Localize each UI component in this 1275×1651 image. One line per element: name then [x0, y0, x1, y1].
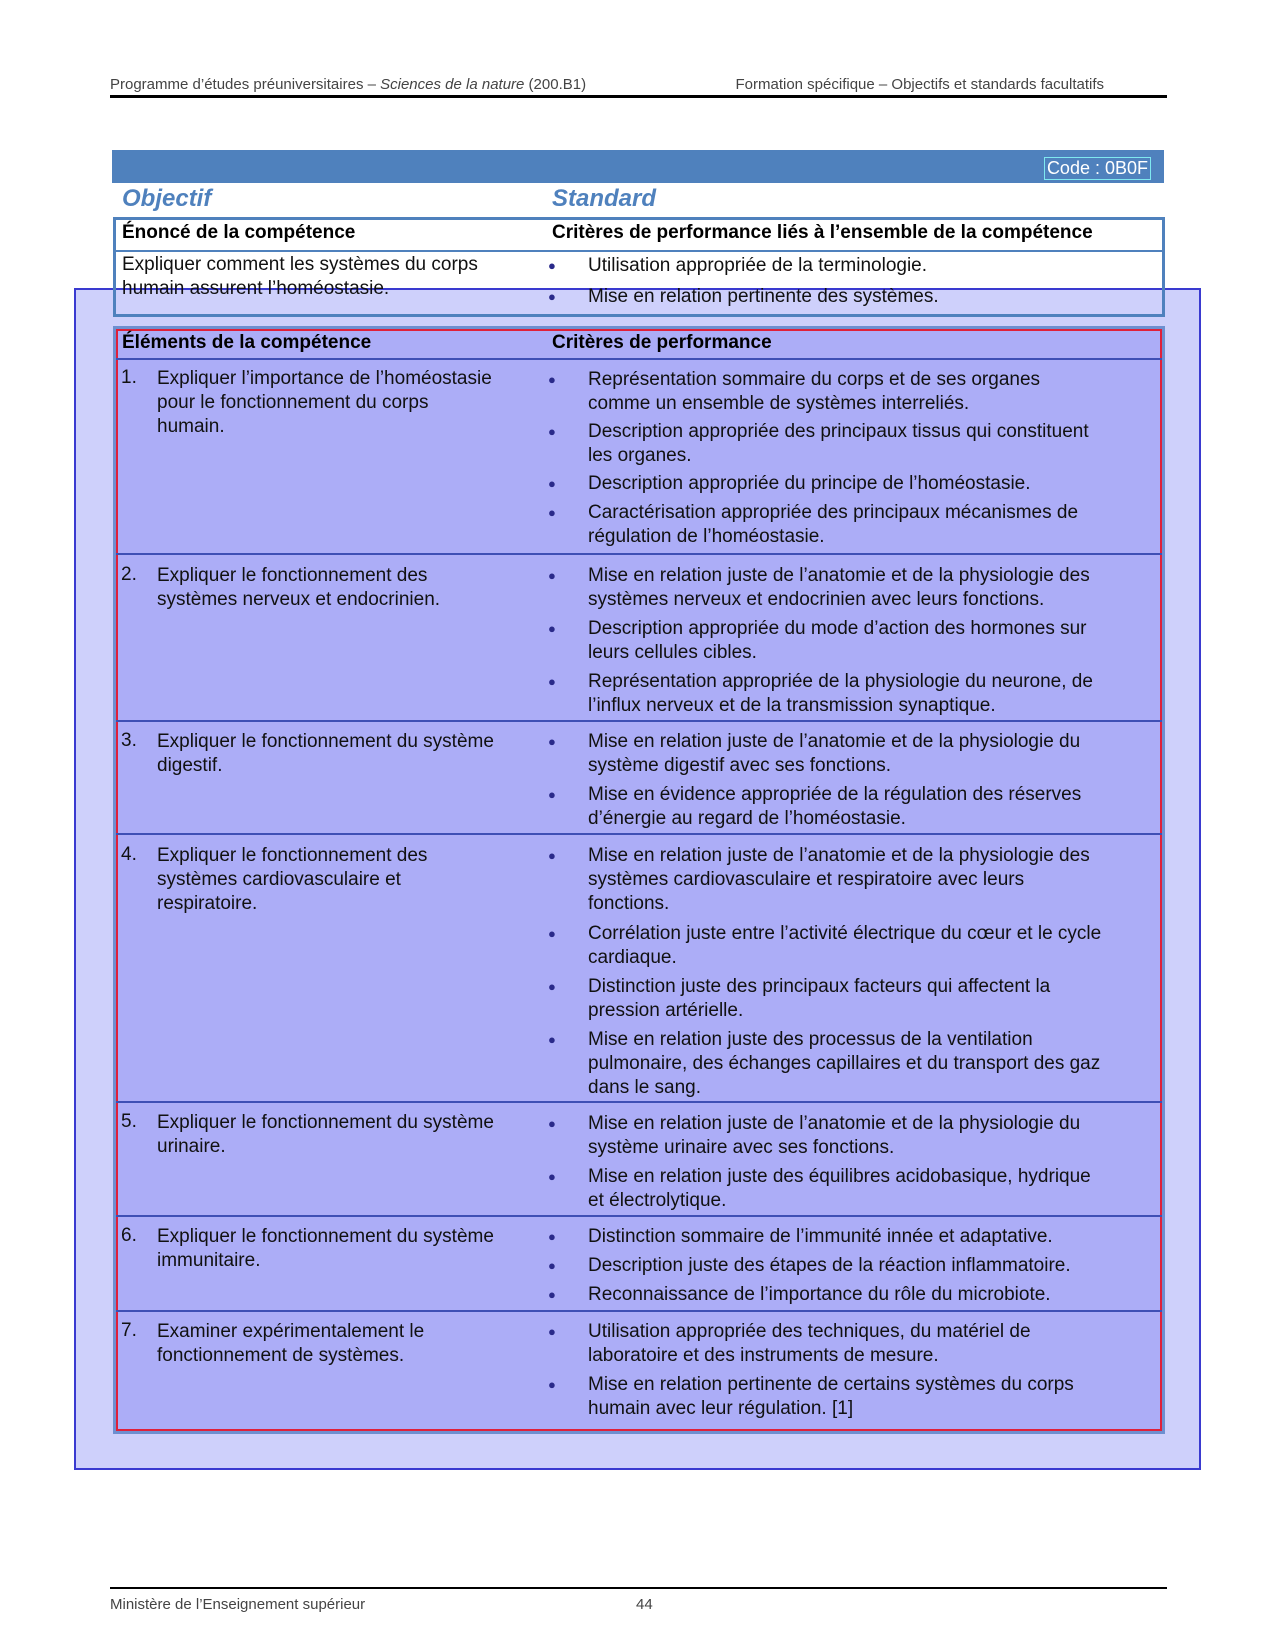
criterion-line: et électrolytique.	[588, 1190, 727, 1211]
criterion-line: Utilisation appropriée des techniques, du matériel de	[588, 1321, 1031, 1342]
code-bar	[112, 150, 1164, 183]
element-number: 3.	[121, 730, 137, 751]
enonce-line-1: Expliquer comment les systèmes du corps	[122, 254, 478, 275]
global-criterion: Utilisation appropriée de la terminologie.	[588, 255, 928, 276]
criterion-line: Mise en évidence appropriée de la régulation des réserves	[588, 784, 1082, 805]
bullet-icon: ●	[548, 372, 556, 387]
criterion-line: Description appropriée du mode d’action des hormones sur	[588, 618, 1087, 639]
row-divider	[116, 1310, 1162, 1312]
element-text-line: Examiner expérimentalement le	[157, 1321, 425, 1342]
bullet-icon: ●	[548, 926, 556, 941]
criterion-line: système digestif avec ses fonctions.	[588, 755, 892, 776]
element-text-line: fonctionnement de systèmes.	[157, 1345, 405, 1366]
criterion-line: dans le sang.	[588, 1077, 702, 1098]
course-code: Code : 0B0F	[1044, 157, 1151, 180]
bullet-icon: ●	[548, 258, 556, 273]
competence-head-divider	[116, 250, 1162, 252]
enonce-heading: Énoncé de la compétence	[122, 222, 356, 243]
element-text-line: Expliquer le fonctionnement du système	[157, 1112, 494, 1133]
criterion-line: Représentation sommaire du corps et de ses organes	[588, 369, 1041, 390]
bullet-icon: ●	[548, 1258, 556, 1273]
element-text-line: systèmes cardiovasculaire et	[157, 869, 401, 890]
element-text-line: immunitaire.	[157, 1250, 261, 1271]
criterion-line: Distinction juste des principaux facteurs qui affectent la	[588, 976, 1051, 997]
element-text-line: urinaire.	[157, 1136, 226, 1157]
element-text-line: Expliquer le fonctionnement des	[157, 565, 428, 586]
criterion-line: Mise en relation juste de l’anatomie et de la physiologie du	[588, 1113, 1081, 1134]
bullet-icon: ●	[548, 979, 556, 994]
criterion-line: l’influx nerveux et de la transmission synaptique.	[588, 695, 996, 716]
row-divider	[116, 358, 1162, 360]
bullet-icon: ●	[548, 289, 556, 304]
criterion-line: régulation de l’homéostasie.	[588, 526, 825, 547]
performance-heading: Critères de performance	[552, 332, 772, 353]
element-number: 5.	[121, 1111, 137, 1132]
criterion-line: d’énergie au regard de l’homéostasie.	[588, 808, 906, 829]
element-text-line: digestif.	[157, 755, 223, 776]
running-header-right: Formation spécifique – Objectifs et standards facultatifs	[735, 76, 1104, 93]
criterion-line: Mise en relation pertinente de certains systèmes du corps	[588, 1374, 1074, 1395]
criterion-line: pulmonaire, des échanges capillaires et du transport des gaz	[588, 1053, 1101, 1074]
header-rule	[110, 95, 1167, 98]
bullet-icon: ●	[548, 1116, 556, 1131]
criterion-line: système urinaire avec ses fonctions.	[588, 1137, 895, 1158]
criterion-line: Description appropriée du principe de l’homéostasie.	[588, 473, 1031, 494]
criterion-line: les organes.	[588, 445, 692, 466]
bullet-icon: ●	[548, 621, 556, 636]
bullet-icon: ●	[548, 505, 556, 520]
bullet-icon: ●	[548, 1032, 556, 1047]
element-number: 7.	[121, 1320, 137, 1341]
criteres-heading: Critères de performance liés à l’ensemble de la compétence	[552, 222, 1093, 243]
criterion-line: systèmes cardiovasculaire et respiratoire avec leurs	[588, 869, 1025, 890]
row-divider	[116, 833, 1162, 835]
elements-heading: Éléments de la compétence	[122, 332, 372, 353]
row-divider	[116, 1101, 1162, 1103]
bullet-icon: ●	[548, 734, 556, 749]
element-number: 1.	[121, 367, 137, 388]
element-number: 2.	[121, 564, 137, 585]
row-divider	[116, 1215, 1162, 1217]
criterion-line: Caractérisation appropriée des principaux mécanismes de	[588, 502, 1079, 523]
row-divider	[116, 720, 1162, 722]
criterion-line: laboratoire et des instruments de mesure.	[588, 1345, 939, 1366]
element-number: 4.	[121, 844, 137, 865]
criterion-line: Reconnaissance de l’importance du rôle du microbiote.	[588, 1284, 1051, 1305]
page-number: 44	[636, 1596, 653, 1613]
criterion-line: Distinction sommaire de l’immunité innée et adaptative.	[588, 1226, 1053, 1247]
criterion-line: Mise en relation juste de l’anatomie et de la physiologie des	[588, 845, 1090, 866]
bullet-icon: ●	[548, 787, 556, 802]
element-text-line: respiratoire.	[157, 893, 258, 914]
criterion-line: humain avec leur régulation. [1]	[588, 1398, 854, 1419]
bullet-icon: ●	[548, 476, 556, 491]
criterion-line: systèmes nerveux et endocrinien avec leurs fonctions.	[588, 589, 1045, 610]
criterion-line: Mise en relation juste de l’anatomie et de la physiologie des	[588, 565, 1090, 586]
criterion-line: Description juste des étapes de la réaction inflammatoire.	[588, 1255, 1071, 1276]
element-text-line: humain.	[157, 416, 225, 437]
criterion-line: Mise en relation juste de l’anatomie et de la physiologie du	[588, 731, 1081, 752]
criterion-line: cardiaque.	[588, 947, 677, 968]
element-text-line: Expliquer le fonctionnement du système	[157, 1226, 494, 1247]
standard-label: Standard	[552, 185, 657, 212]
element-text-line: Expliquer l’importance de l’homéostasie	[157, 368, 492, 389]
bullet-icon: ●	[548, 1377, 556, 1392]
criterion-line: Mise en relation juste des équilibres acidobasique, hydrique	[588, 1166, 1091, 1187]
criterion-line: pression artérielle.	[588, 1000, 744, 1021]
element-text-line: pour le fonctionnement du corps	[157, 392, 429, 413]
row-divider	[116, 553, 1162, 555]
bullet-icon: ●	[548, 1287, 556, 1302]
element-text-line: systèmes nerveux et endocrinien.	[157, 589, 441, 610]
footer-rule	[110, 1587, 1167, 1589]
bullet-icon: ●	[548, 1169, 556, 1184]
criterion-line: fonctions.	[588, 893, 670, 914]
footer-ministry: Ministère de l’Enseignement supérieur	[110, 1596, 366, 1613]
criterion-line: leurs cellules cibles.	[588, 642, 757, 663]
objectif-label: Objectif	[122, 185, 212, 212]
criterion-line: comme un ensemble de systèmes interreliés.	[588, 393, 970, 414]
element-number: 6.	[121, 1225, 137, 1246]
bullet-icon: ●	[548, 424, 556, 439]
criterion-line: Corrélation juste entre l’activité électrique du cœur et le cycle	[588, 923, 1102, 944]
bullet-icon: ●	[548, 1229, 556, 1244]
bullet-icon: ●	[548, 848, 556, 863]
bullet-icon: ●	[548, 1324, 556, 1339]
element-text-line: Expliquer le fonctionnement du système	[157, 731, 494, 752]
criterion-line: Description appropriée des principaux tissus qui constituent	[588, 421, 1089, 442]
criterion-line: Mise en relation juste des processus de la ventilation	[588, 1029, 1033, 1050]
running-header-left: Programme d’études préuniversitaires – Sciences de la nature (200.B1)	[110, 76, 587, 93]
criterion-line: Représentation appropriée de la physiologie du neurone, de	[588, 671, 1093, 692]
bullet-icon: ●	[548, 568, 556, 583]
bullet-icon: ●	[548, 674, 556, 689]
element-text-line: Expliquer le fonctionnement des	[157, 845, 428, 866]
enonce-line-2: humain assurent l’homéostasie.	[122, 278, 390, 299]
global-criterion: Mise en relation pertinente des systèmes.	[588, 286, 939, 307]
